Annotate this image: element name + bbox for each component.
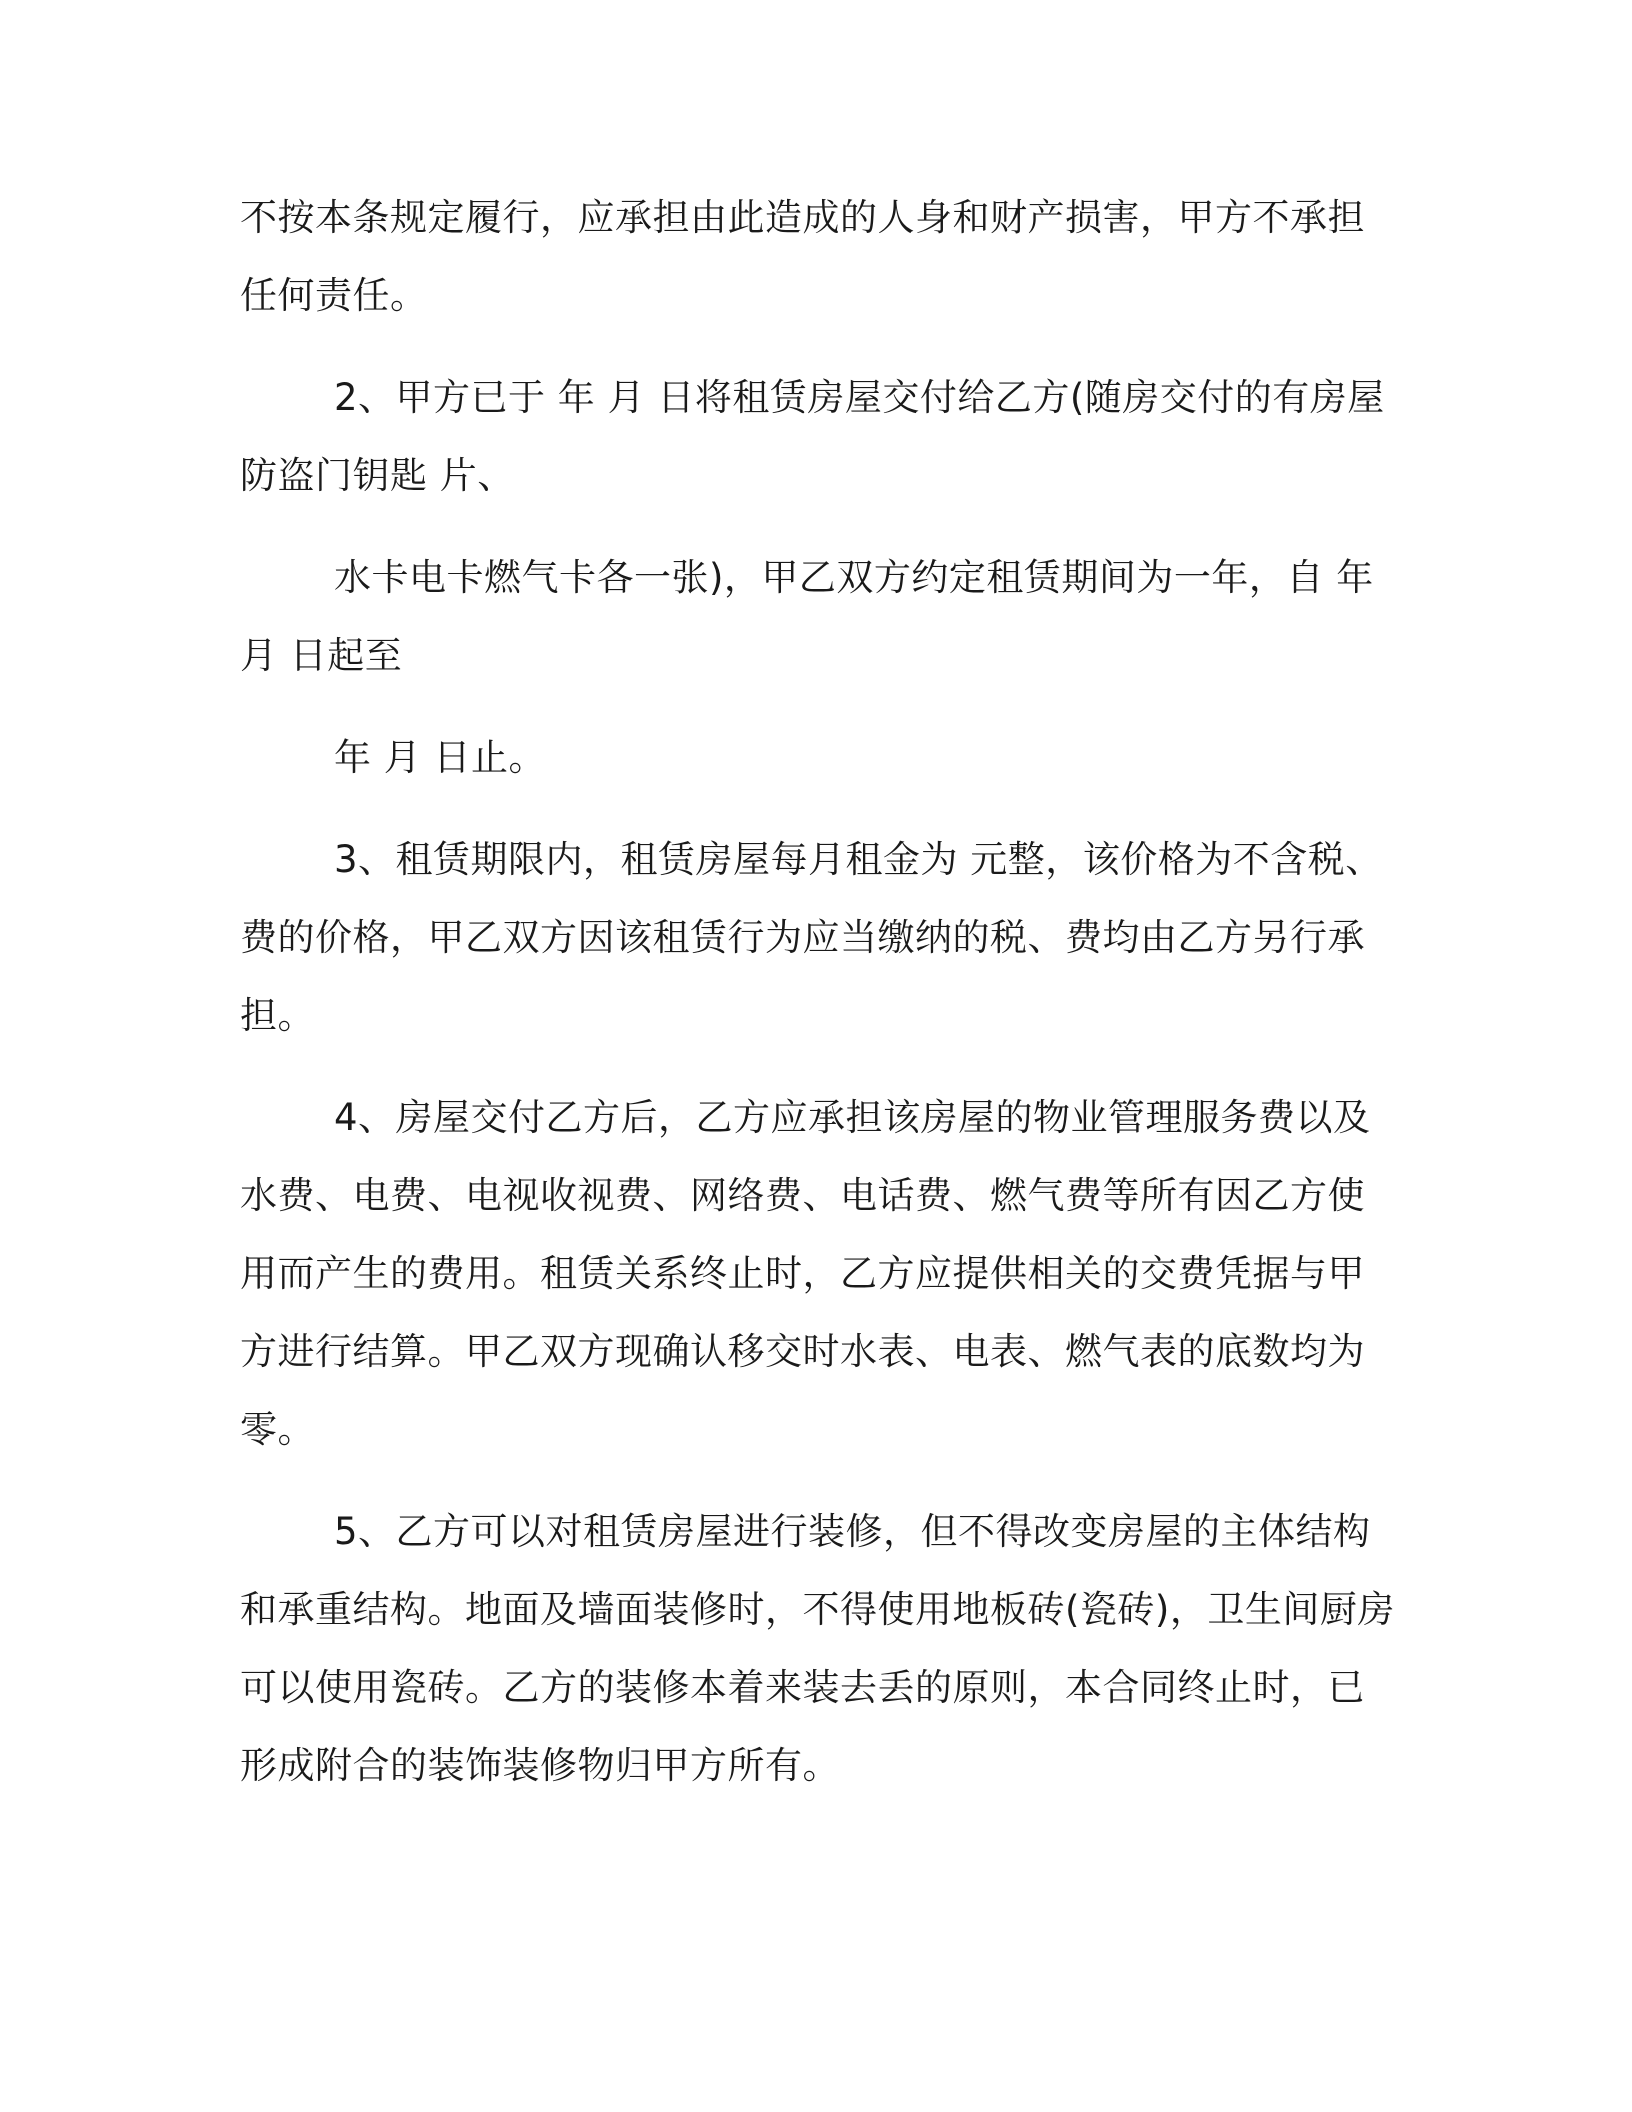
clause-4-line: 用而产生的费用。租赁关系终止时，乙方应提供相关的交费凭据与甲 xyxy=(240,1252,1365,1295)
clause-2-line: 防盗门钥匙 片、 xyxy=(240,454,515,497)
paragraph-line: 不按本条规定履行，应承担由此造成的人身和财产损害，甲方不承担 xyxy=(240,196,1365,239)
clause-3-line: 费的价格，甲乙双方因该租赁行为应当缴纳的税、费均由乙方另行承 xyxy=(240,916,1365,959)
clause-2-line: 2、甲方已于 年 月 日将租赁房屋交付给乙方(随房交付的有房屋 xyxy=(334,376,1385,419)
clause-4-line: 零。 xyxy=(240,1408,315,1451)
clause-5-line: 可以使用瓷砖。乙方的装修本着来装去丢的原则，本合同终止时，已 xyxy=(240,1666,1365,1709)
clause-4-line: 4、房屋交付乙方后，乙方应承担该房屋的物业管理服务费以及 xyxy=(334,1096,1371,1139)
clause-3-line: 担。 xyxy=(240,994,315,1037)
paragraph-line: 任何责任。 xyxy=(240,274,428,317)
clause-5-line: 5、乙方可以对租赁房屋进行装修，但不得改变房屋的主体结构 xyxy=(334,1510,1371,1553)
clause-5-line: 和承重结构。地面及墙面装修时，不得使用地板砖(瓷砖)，卫生间厨房 xyxy=(240,1588,1395,1631)
clause-4-line: 方进行结算。甲乙双方现确认移交时水表、电表、燃气表的底数均为 xyxy=(240,1330,1365,1373)
clause-4-line: 水费、电费、电视收视费、网络费、电话费、燃气费等所有因乙方使 xyxy=(240,1174,1365,1217)
clause-3-line: 3、租赁期限内，租赁房屋每月租金为 元整，该价格为不含税、 xyxy=(334,838,1383,881)
clause-5-line: 形成附合的装饰装修物归甲方所有。 xyxy=(240,1744,840,1787)
clause-2-line: 月 日起至 xyxy=(240,634,403,677)
clause-2-line: 水卡电卡燃气卡各一张)，甲乙双方约定租赁期间为一年，自 年 xyxy=(334,556,1374,599)
clause-2-line: 年 月 日止。 xyxy=(334,736,547,779)
